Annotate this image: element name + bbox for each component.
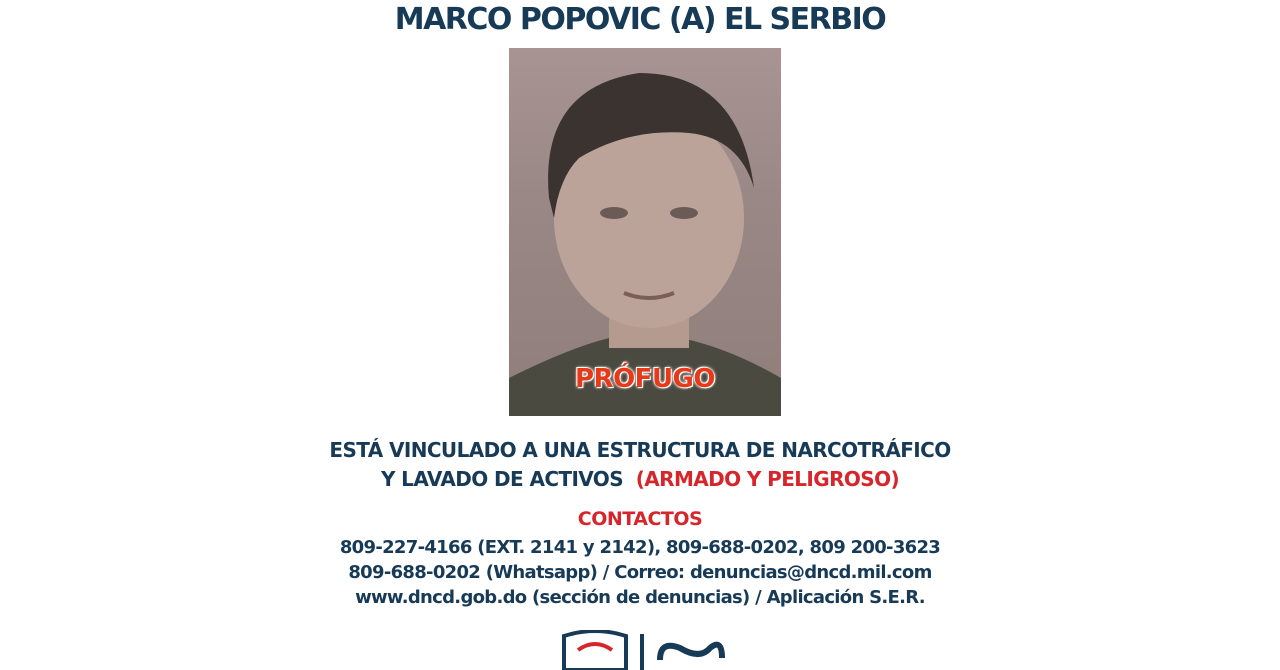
contact-line: 809-688-0202 (Whatsapp) / Correo: denuncias@dncd.mil.com [348, 562, 932, 583]
description-line-2-text: Y LAVADO DE ACTIVOS [380, 467, 624, 491]
contacts-list [0, 535, 1280, 610]
shield-logo-icon [564, 631, 626, 670]
contact-line: www.dncd.gob.do (sección de denuncias) / Aplicación S.E.R. [355, 587, 925, 608]
fugitive-stamp: PRÓFUGO [575, 364, 715, 394]
logo-divider [640, 634, 644, 670]
person-silhouette [509, 48, 781, 416]
description-line-1: ESTÁ VINCULADO A UNA ESTRUCTURA DE NARCOTRÁFICO [329, 438, 951, 462]
agency-logos [560, 630, 730, 670]
contact-line: 809-227-4166 (EXT. 2141 y 2142), 809-688-0202, 809 200-3623 [339, 537, 941, 558]
description-line-2 [0, 465, 1280, 494]
fugitive-photo [509, 48, 781, 416]
contacts-heading: CONTACTOS [577, 508, 703, 530]
infinity-logo-icon [660, 645, 722, 660]
description [0, 436, 1280, 494]
warning-text: (ARMADO Y PELIGROSO) [635, 467, 900, 491]
fugitive-name: MARCO POPOVIC (A) EL SERBIO [394, 2, 886, 37]
